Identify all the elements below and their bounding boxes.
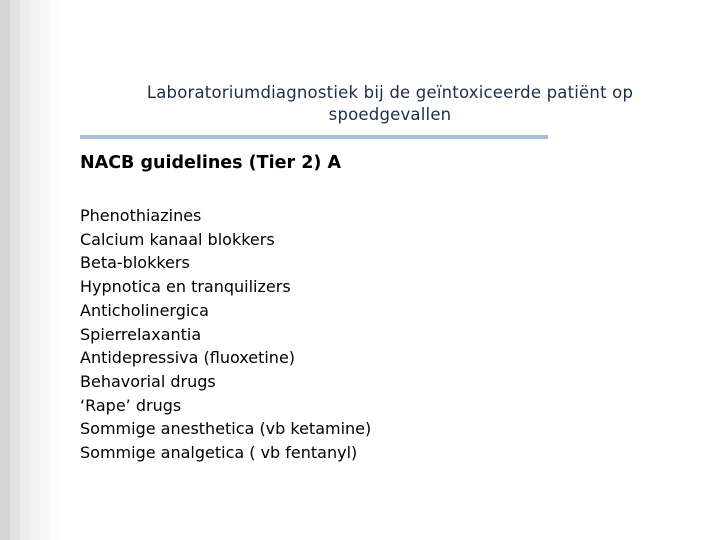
list-item: Sommige analgetica ( vb fentanyl) bbox=[80, 443, 358, 463]
list-item: ‘Rape’ drugs bbox=[80, 395, 182, 415]
list-item: Hypnotica en tranquilizers bbox=[80, 277, 291, 297]
list-item: Spierrelaxantia bbox=[80, 324, 202, 344]
title-underline bbox=[80, 135, 548, 139]
decorative-stripes bbox=[0, 0, 60, 540]
list-item: Calcium kanaal blokkers bbox=[80, 229, 275, 249]
list-item: Sommige anesthetica (vb ketamine) bbox=[80, 419, 372, 439]
drug-list bbox=[80, 204, 371, 465]
list-item: Phenothiazines bbox=[80, 206, 202, 225]
section-heading: NACB guidelines (Tier 2) A bbox=[80, 153, 342, 173]
slide-title: Laboratoriumdiagnostiek bij de geïntoxiceerde patiënt op spoedgevallen bbox=[146, 83, 634, 124]
list-item: Beta-blokkers bbox=[80, 253, 190, 273]
list-item: Anticholinergica bbox=[80, 300, 209, 320]
list-item: Behavorial drugs bbox=[80, 371, 216, 391]
list-item: Antidepressiva (fluoxetine) bbox=[80, 348, 296, 368]
